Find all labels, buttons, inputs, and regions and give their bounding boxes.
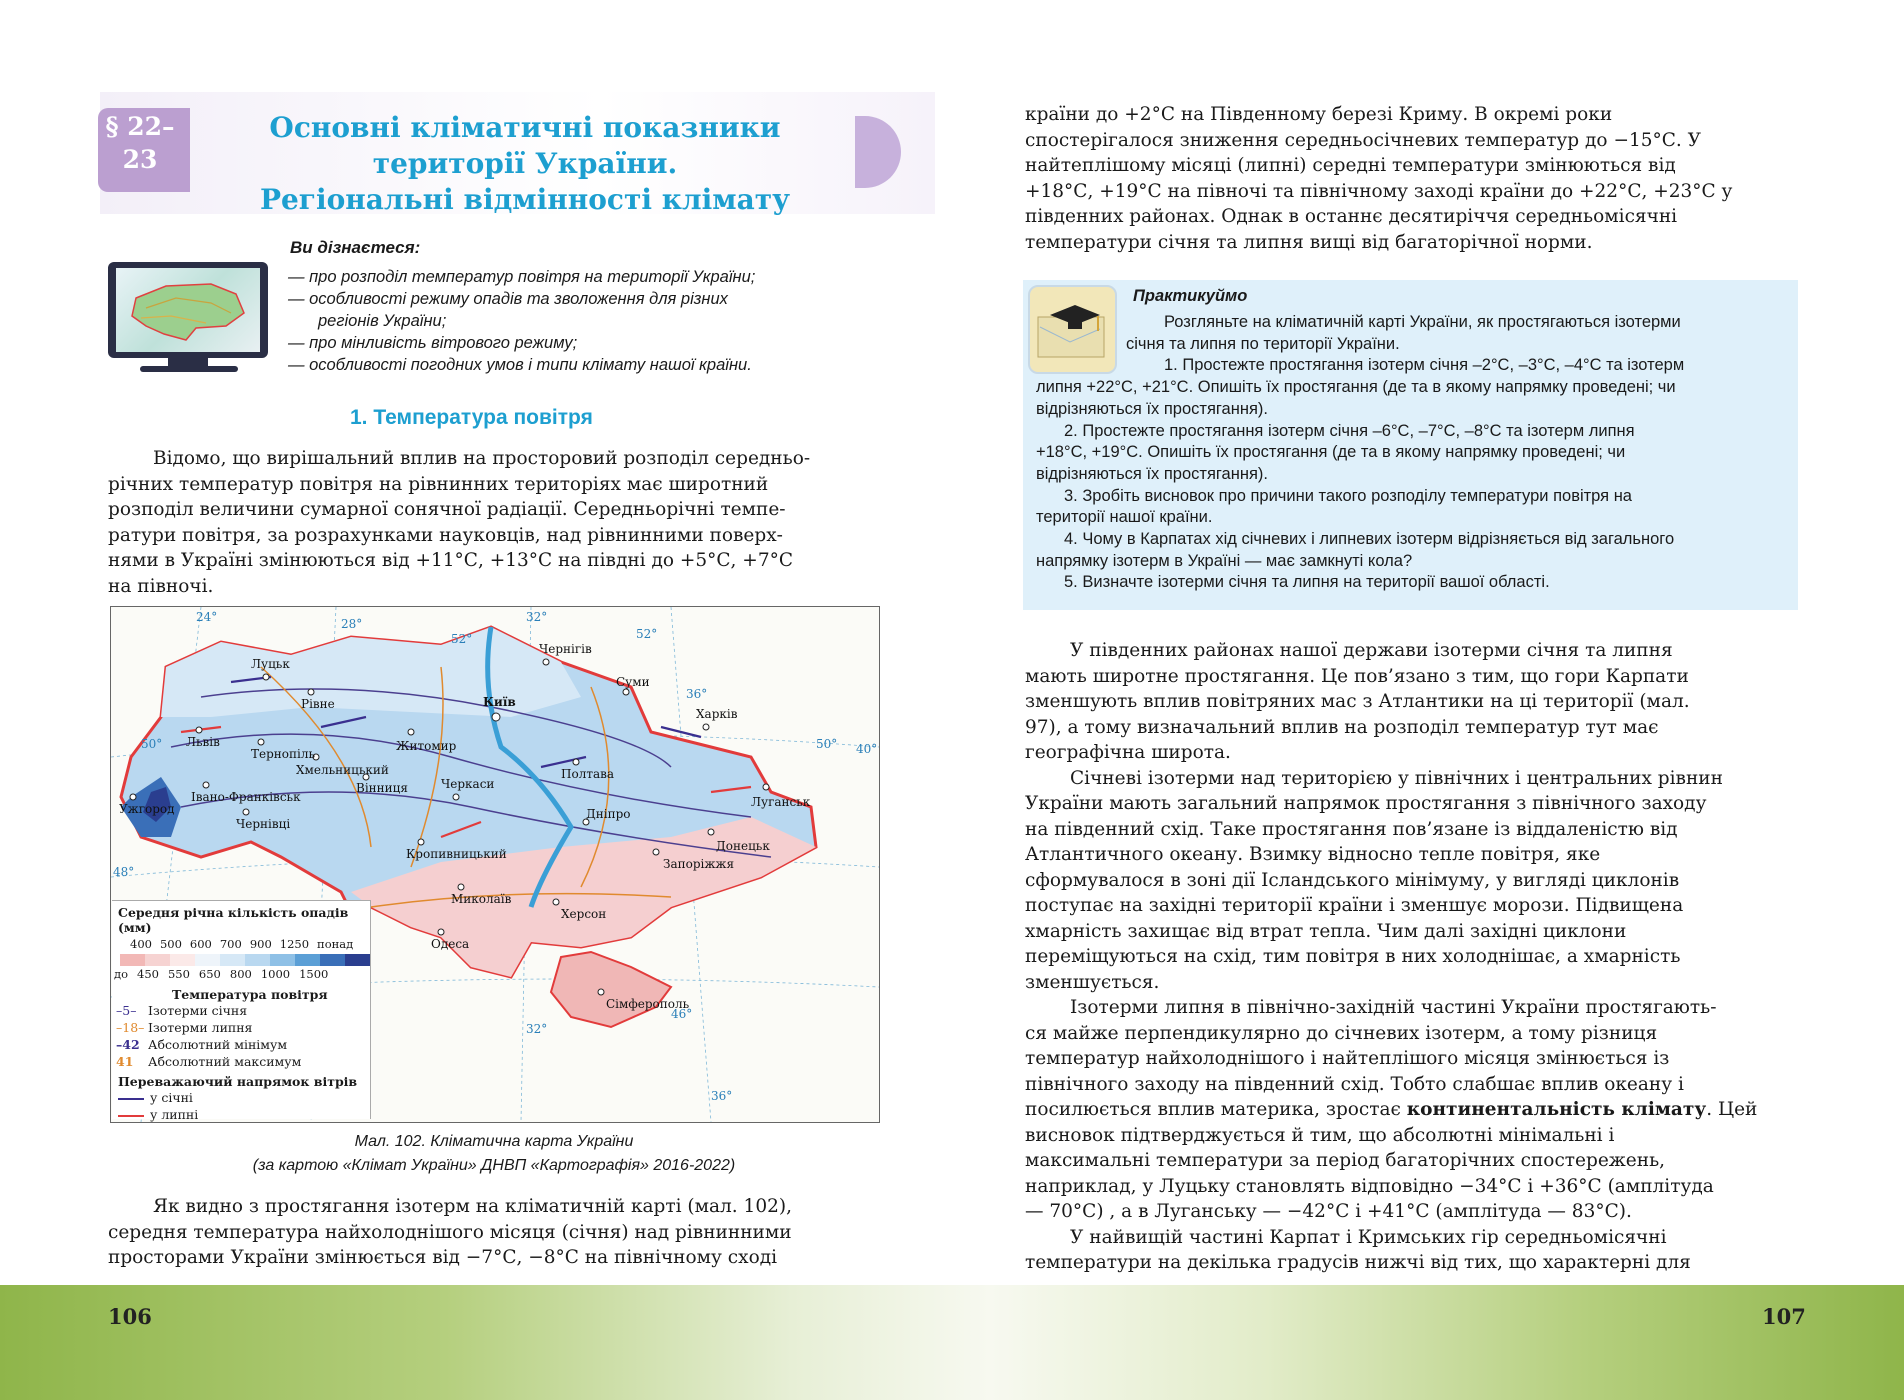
page-number-right: 107 xyxy=(1762,1304,1806,1329)
learn-item: — про мінливість вітрового режиму; xyxy=(288,334,578,352)
city-label: Миколаїв xyxy=(451,892,512,906)
legend-item-jan-isotherm: –5– Ізотерми січня xyxy=(116,1003,248,1018)
practice-line: відрізняються їх простягання). xyxy=(1036,464,1268,483)
text-line: 97), а тому визначальний вплив на розподіл температур тут має xyxy=(1025,716,1659,738)
learn-item: — особливості погодних умов і типи клімату нашої країни. xyxy=(288,356,752,374)
degree-label: 48° xyxy=(113,865,135,879)
page-title xyxy=(185,110,865,218)
practice-line: 4. Чому в Карпатах хід січневих і липневих ізотерм відрізняється від загального xyxy=(1064,530,1675,549)
legend-items xyxy=(116,1002,370,1070)
legend-value: понад xyxy=(317,937,354,951)
legend-swatch xyxy=(320,954,345,966)
legend-swatches xyxy=(120,954,370,966)
legend-item-abs-min: –42 Абсолютний мінімум xyxy=(116,1037,288,1052)
bold-term: континентальність клімату xyxy=(1406,1099,1707,1120)
degree-label: 36° xyxy=(711,1089,733,1103)
degree-label: 50° xyxy=(141,737,163,751)
legend-precip-title: Середня річна кількість опадів (мм) xyxy=(118,905,349,935)
monitor-base xyxy=(140,366,238,372)
figure-caption xyxy=(110,1130,878,1178)
text-line: спостерігалося зниження середньосічневих температур до −15°С. У xyxy=(1025,129,1702,151)
city-label: Запоріжжя xyxy=(663,857,735,871)
learn-item: — про розподіл температур повітря на території України; xyxy=(288,268,756,286)
legend-precip-top xyxy=(130,937,370,951)
legend-item-wind-jul: у липні xyxy=(118,1106,370,1123)
legend-swatch xyxy=(270,954,295,966)
practice-line: напрямку ізотерм в Україні — має замкнуті кола? xyxy=(1036,551,1413,570)
legend-value: 650 xyxy=(198,967,221,981)
text-line: ся майже перпендикулярно до січневих ізотерм, а тому різниця xyxy=(1025,1022,1658,1044)
arrow-icon xyxy=(118,1115,144,1117)
legend-value: 900 xyxy=(249,937,272,951)
footer-band-left xyxy=(0,1285,990,1400)
legend-value: до xyxy=(114,967,129,981)
legend-value: 550 xyxy=(167,967,190,981)
learn-item: регіонів України; xyxy=(318,312,447,330)
practice-line: Розгляньте на кліматичній карті України, як простягаються ізотерми xyxy=(1164,313,1681,331)
text-line: України мають загальний напрямок простягання з північного заходу xyxy=(1025,793,1707,814)
city-label: Луцьк xyxy=(251,657,290,671)
text-line: на півночі. xyxy=(108,575,214,597)
city-label: Сімферополь xyxy=(606,997,690,1011)
degree-label: 40° xyxy=(856,742,878,756)
text-line: річних температур повітря на рівнинних територіях має широтний xyxy=(108,473,769,495)
practice-line: 5. Визначте ізотерми січня та липня на території вашої області. xyxy=(1064,573,1550,592)
text-line: північного заходу на південний схід. Тобто слабшає вплив океану і xyxy=(1025,1073,1684,1095)
legend-swatch xyxy=(295,954,320,966)
text-line: сформувалося в зоні дії Ісландського мінімуму, у вигляді циклонів xyxy=(1025,869,1680,891)
text-line: країни до +2°С на Південному березі Криму. В окремі роки xyxy=(1025,104,1613,125)
text-line: південних районах. Однак в останнє десятиріччя середньомісячні xyxy=(1025,206,1678,227)
legend-value: 800 xyxy=(229,967,252,981)
title-line-3: Регіональні відмінності клімату xyxy=(259,183,791,216)
legend-item-abs-max: 41 Абсолютний максимум xyxy=(116,1054,302,1069)
city-label: Івано-Франківськ xyxy=(191,790,301,804)
learn-list xyxy=(288,266,863,376)
city-label: Київ xyxy=(483,695,516,709)
text-line: середня температура найхолоднішого місяця (січня) над рівнинними xyxy=(108,1221,792,1243)
practice-heading: Практикуймо xyxy=(1133,287,1248,305)
learn-heading: Ви дізнаєтеся: xyxy=(290,238,421,257)
legend-item-jul-isotherm: –18– Ізотерми липня xyxy=(116,1020,253,1035)
practice-line: січня та липня по території України. xyxy=(1126,334,1400,353)
text-line: мають широтне простягання. Це пов’язано з тим, що гори Карпати xyxy=(1025,665,1689,687)
text-line: посилюється вплив материка, зростає континентальність клімату. Цей xyxy=(1025,1099,1758,1120)
text-line: на південний схід. Таке простягання пов’язане із віддаленістю від xyxy=(1025,818,1678,840)
text-line: Ізотерми липня в північно-західній частині України простягають- xyxy=(1070,997,1717,1018)
text-line: переміщуються на схід, тим повітря в них холоднішає, а хмарність xyxy=(1025,946,1681,967)
city-label: Кропивницький xyxy=(406,847,507,861)
legend-swatch xyxy=(120,954,145,966)
title-line-2: території України. xyxy=(372,147,678,180)
text-line: ратури повітря, за розрахунками науковців, над рівнинними поверх- xyxy=(108,524,783,546)
right-paragraph-2 xyxy=(1025,638,1797,1276)
city-label: Луганськ xyxy=(751,795,811,809)
legend-swatch xyxy=(345,954,370,966)
legend-value: 400 xyxy=(130,937,152,951)
text-line: максимальні температури за період багаторічних спостережень, xyxy=(1025,1150,1666,1171)
monitor-screen-map xyxy=(116,268,260,352)
text-line: температури на декілька градусів нижчі від тих, що характерні для xyxy=(1025,1252,1691,1273)
practice-text xyxy=(1036,312,1796,594)
text-line: Як видно з простягання ізотерм на кліматичній карті (мал. 102), xyxy=(153,1196,792,1217)
legend-swatch xyxy=(220,954,245,966)
city-label: Херсон xyxy=(561,907,607,921)
footer-band-right xyxy=(990,1285,1904,1400)
text-line: поступає на західні території країни і зменшує морози. Підвищена xyxy=(1025,895,1684,916)
text-line: температур найхолоднішого і найтеплішого місяця змінюється із xyxy=(1025,1048,1670,1069)
city-label: Суми xyxy=(616,675,650,689)
text-line: Атлантичного океану. Взимку відносно тепле повітря, яке xyxy=(1025,844,1601,865)
text-line: просторами України змінюється від −7°С, −8°С на північному сході xyxy=(108,1247,778,1268)
city-label: Чернівці xyxy=(236,817,291,831)
city-label: Львів xyxy=(186,735,220,749)
legend-value: 1250 xyxy=(279,937,310,951)
learn-item: — особливості режиму опадів та зволоження для різних xyxy=(288,290,728,308)
text-line: наприклад, у Луцьку становлять відповідно −34°С і +36°С (амплітуда xyxy=(1025,1175,1714,1197)
text-line: зменшується. xyxy=(1025,971,1160,993)
legend-swatch xyxy=(245,954,270,966)
text-line: нями в Україні змінюються від +11°С, +13°С на півдні до +5°С, +7°С xyxy=(108,550,793,571)
legend-value: 1500 xyxy=(299,967,329,981)
degree-label: 36° xyxy=(686,687,708,701)
degree-label: 52° xyxy=(636,627,658,641)
city-label: Харків xyxy=(696,707,738,721)
degree-label: 46° xyxy=(671,1007,693,1021)
right-paragraph-1 xyxy=(1025,102,1797,255)
city-label: Рівне xyxy=(301,697,335,711)
practice-line: 3. Зробіть висновок про причини такого розподілу температури повітря на xyxy=(1064,486,1632,505)
text-line: розподіл величини сумарної сонячної радіації. Середньорічні темпе- xyxy=(108,499,786,520)
degree-label: 50° xyxy=(816,737,838,751)
city-label: Черкаси xyxy=(441,777,495,791)
legend-precip-bottom xyxy=(114,967,370,981)
practice-line: липня +22°С, +21°С. Опишіть їх простягання (де та в якому напрямку проведені; чи xyxy=(1036,378,1676,397)
legend-value: 600 xyxy=(189,937,212,951)
city-label: Дніпро xyxy=(586,807,631,821)
arrow-icon xyxy=(118,1098,144,1100)
legend-value: 700 xyxy=(219,937,242,951)
legend-swatch xyxy=(145,954,170,966)
legend-value: 450 xyxy=(137,967,159,981)
practice-line: 2. Простежте простягання ізотерм січня –6°С, –7°С, –8°С та ізотерм липня xyxy=(1064,421,1635,440)
degree-label: 28° xyxy=(341,617,363,631)
city-label: Хмельницький xyxy=(296,763,389,777)
legend-item-wind-jan: у січні xyxy=(118,1089,370,1106)
legend-wind-items xyxy=(118,1089,370,1123)
text-line: +18°С, +19°С на півночі та північному заході країни до +22°С, +23°С у xyxy=(1025,180,1733,202)
degree-label: 52° xyxy=(451,632,473,646)
degree-label: 24° xyxy=(196,610,218,624)
legend-swatch xyxy=(195,954,220,966)
practice-line: +18°С, +19°С. Опишіть їх простягання (де та в якому напрямку проведені; чи xyxy=(1036,443,1626,462)
city-label: Полтава xyxy=(561,767,615,781)
section-title: 1. Температура повітря xyxy=(350,406,593,429)
text-line: найтеплішому місяці (липні) середні температури змінюються від xyxy=(1025,155,1676,176)
practice-line: 1. Простежте простягання ізотерм січня –2°С, –3°С, –4°С та ізотерм xyxy=(1164,356,1685,375)
map-legend xyxy=(112,900,371,1122)
legend-swatch xyxy=(170,954,195,966)
text-line: зменшують вплив повітряних мас з Атлантики на ці території (мал. xyxy=(1025,691,1690,712)
title-line-1: Основні кліматичні показники xyxy=(269,111,781,144)
city-label: Вінниця xyxy=(356,781,408,795)
legend-value: 500 xyxy=(159,937,182,951)
legend-wind-title: Переважаючий напрямок вітрів xyxy=(118,1074,358,1089)
city-label: Донецьк xyxy=(716,839,770,853)
city-label: Чернігів xyxy=(539,642,592,656)
text-line: географічна широта. xyxy=(1025,742,1231,763)
caption-line: Мал. 102. Кліматична карта України xyxy=(354,1133,634,1150)
left-paragraph-2 xyxy=(108,1194,878,1271)
page-number-left: 106 xyxy=(108,1304,152,1329)
practice-line: території нашої країни. xyxy=(1036,508,1213,527)
degree-label: 32° xyxy=(526,610,548,624)
text-line: висновок підтверджується й тим, що абсолютні мінімальні і xyxy=(1025,1124,1615,1146)
section-number: § 22–23 xyxy=(105,112,175,174)
degree-label: 32° xyxy=(526,1022,548,1036)
legend-temp-title: Температура повітря xyxy=(172,987,328,1002)
city-label: Ужгород xyxy=(119,802,175,816)
city-label: Житомир xyxy=(396,739,457,753)
city-label: Тернопіль xyxy=(251,747,316,761)
practice-line: відрізняються їх простягання). xyxy=(1036,399,1268,418)
caption-line: (за картою «Клімат України» ДНВП «Картографія» 2016-2022) xyxy=(252,1157,736,1174)
text-line: Відомо, що вирішальний вплив на просторовий розподіл середньо- xyxy=(153,448,811,469)
text-line: хмарність захищає від втрат тепла. Чим далі західні циклони xyxy=(1025,920,1627,942)
city-label: Одеса xyxy=(431,937,470,951)
text-line: Січневі ізотерми над територією у північних і центральних рівнин xyxy=(1070,767,1723,789)
legend-value: 1000 xyxy=(260,967,291,981)
text-line: — 70°С) , а в Луганську — −42°С і +41°С (амплітуда — 83°С). xyxy=(1025,1201,1632,1222)
mini-map-icon xyxy=(116,268,260,352)
text-line: температури січня та липня вищі від багаторічної норми. xyxy=(1025,231,1593,253)
text-line: У південних районах нашої держави ізотерми січня та липня xyxy=(1070,640,1673,661)
left-paragraph-1 xyxy=(108,446,878,599)
text-line: У найвищій частині Карпат і Кримських гір середньомісячні xyxy=(1070,1226,1667,1248)
monitor-stand xyxy=(168,358,208,366)
